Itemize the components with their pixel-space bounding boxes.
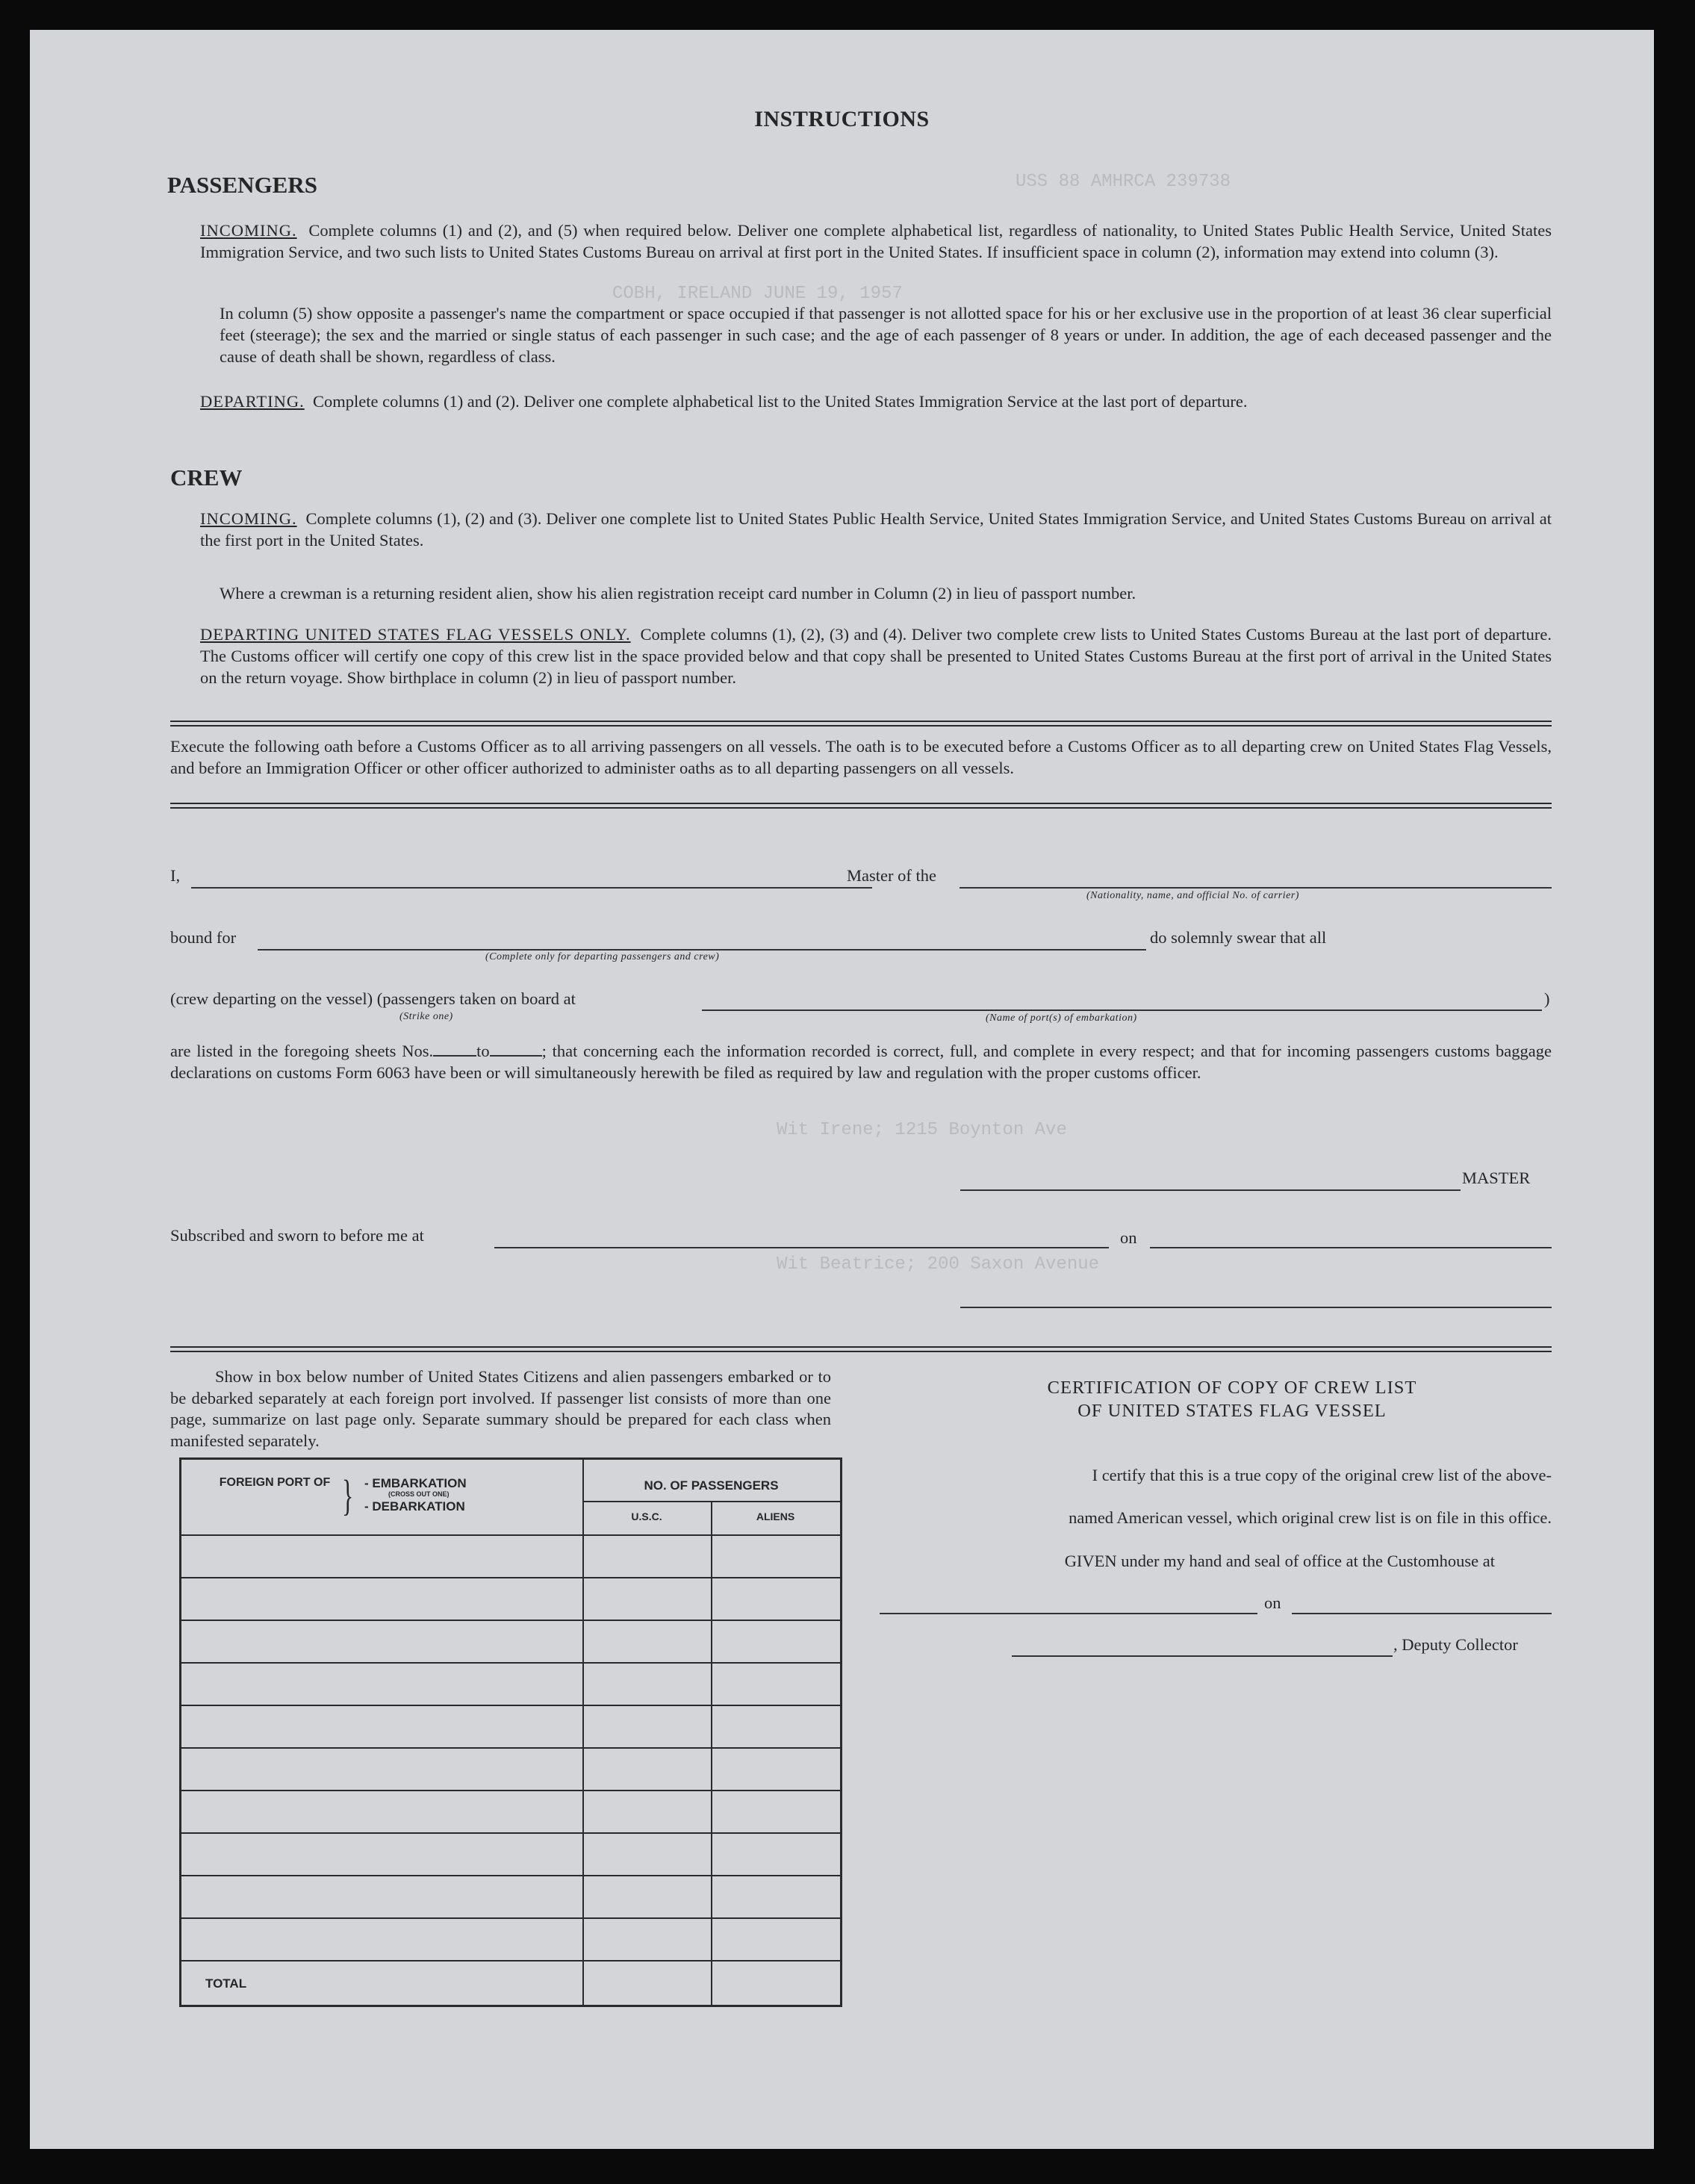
customhouse-field[interactable] (880, 1613, 1257, 1614)
master-signature-field[interactable] (960, 1189, 1461, 1191)
port-caption: (Name of port(s) of embarkation) (986, 1012, 1137, 1024)
divider (170, 725, 1552, 727)
document-page (30, 30, 1654, 2149)
crew-incoming-text: Complete columns (1), (2) and (3). Deliver one complete list to United States Public Health Service, United States Immigration Service, and United States Customs Bureau on arrival at the first port in the United States. (200, 509, 1552, 550)
summary-instruction: Show in box below number of United States Citizens and alien passengers embarked or to be debarked separately at each foreign port involved. If passenger list consists of more than one page, summarize on last page only. Separate summary should be prepared for each class when manifested separately. (170, 1367, 831, 1450)
passengers-departing-lead: DEPARTING. (200, 392, 305, 411)
bleed-through-text: COBH, IRELAND JUNE 19, 1957 (612, 284, 903, 304)
crew-departing-lead: DEPARTING UNITED STATES FLAG VESSELS ONLY. (200, 625, 631, 644)
table-row-line (181, 1832, 840, 1834)
oath-instruction: Execute the following oath before a Customs Officer as to all arriving passengers on all vessels. The oath is to be executed before a Customs Officer as to all departing crew on United States Flag Vessels, and before an Immigration Officer or other officer authorized to administer oaths as to all departing passengers on all vessels. (170, 737, 1552, 777)
table-row-line (181, 1620, 840, 1621)
listed-prefix: are listed in the foregoing sheets Nos. (170, 1042, 434, 1060)
no-passengers-header: NO. OF PASSENGERS (644, 1478, 779, 1493)
passengers-column5-paragraph: In column (5) show opposite a passenger's name the compartment or space occupied if that passenger is not allotted space for his or her exclusive use in the proportion of at least 36 clear superficial feet (steerage); the sex and the married or single status of each passenger in such case; and the age of each passenger of 8 years or under. In addition, the age of each deceased passenger and the cause of death shall be shown, regardless of class. (220, 304, 1552, 366)
table-row-line (181, 1577, 840, 1578)
subscribed-label: Subscribed and sworn to before me at (170, 1226, 424, 1245)
carrier-caption: (Nationality, name, and official No. of carrier) (1086, 890, 1299, 901)
table-row-line (181, 1875, 840, 1876)
sworn-date-field[interactable] (1150, 1247, 1552, 1248)
oath-name-field[interactable] (191, 887, 872, 889)
table-row-line (181, 1790, 840, 1791)
usc-header: U.S.C. (631, 1511, 662, 1522)
bleed-through-text: Wit Irene; 1215 Boynton Ave (777, 1120, 1067, 1140)
listed-rest: ; that concerning each the information recorded is correct, full, and complete in every respect; and that for incoming passengers customs baggage declarations on customs Form 6063 have been or will simultaneously herewith be filed as required by law and regulation with the proper customs officer. (170, 1042, 1552, 1082)
sheet-to-field[interactable] (490, 1055, 542, 1057)
strike-one-caption: (Strike one) (399, 1011, 453, 1022)
oath-i-label: I, (170, 866, 181, 885)
table-column-divider (582, 1460, 584, 2005)
officer-signature-field[interactable] (960, 1307, 1552, 1308)
brace-icon: } (342, 1471, 354, 1519)
bleed-through-text: Wit Beatrice; 200 Saxon Avenue (777, 1254, 1100, 1275)
embarkation-header: - EMBARKATION (364, 1476, 467, 1490)
master-label: MASTER (1462, 1169, 1531, 1187)
sworn-place-field[interactable] (494, 1247, 1109, 1248)
deputy-collector-label: , Deputy Collector (1393, 1635, 1518, 1654)
certification-heading (911, 1376, 1553, 1422)
passengers-incoming-lead: INCOMING. (200, 221, 297, 240)
total-label: TOTAL (205, 1976, 247, 1991)
given-line: GIVEN under my hand and seal of office at the Customhouse at (1064, 1552, 1495, 1570)
foreign-port-header: FOREIGN PORT OF (219, 1476, 331, 1489)
certification-heading-line-2: OF UNITED STATES FLAG VESSEL (1077, 1401, 1387, 1421)
passenger-summary-table (179, 1457, 842, 2007)
passengers-departing-paragraph (200, 391, 1552, 412)
certify-line-1: I certify that this is a true copy of the original crew list of the above- (1092, 1466, 1552, 1484)
passengers-incoming-text: Complete columns (1) and (2), and (5) when required below. Deliver one complete alphabetical list, regardless of nationality, to United States Public Health Service, United States Immigration Service, and two such lists to United States Customs Bureau on arrival at first port in the United States. If insufficient space in column (2), information may extend into column (3). (200, 221, 1552, 261)
listed-to: to (476, 1042, 490, 1060)
table-row-line (181, 1960, 840, 1961)
sworn-on-label: on (1120, 1228, 1137, 1247)
divider (170, 721, 1552, 722)
divider (170, 1346, 1552, 1348)
crew-incoming-paragraph (200, 508, 1552, 551)
table-row-line (181, 1747, 840, 1749)
passengers-heading: PASSENGERS (167, 172, 317, 198)
certification-on-label: on (1264, 1593, 1281, 1612)
divider (170, 803, 1552, 804)
cross-out-caption: (CROSS OUT ONE) (388, 1490, 450, 1498)
table-row-line (181, 1534, 840, 1536)
divider (170, 807, 1552, 809)
swear-label: do solemnly swear that all (1150, 928, 1327, 947)
deputy-signature-field[interactable] (1012, 1655, 1393, 1657)
carrier-field[interactable] (960, 887, 1552, 889)
bound-for-field[interactable] (258, 949, 1146, 951)
sheet-from-field[interactable] (433, 1055, 476, 1057)
certify-line-2: named American vessel, which original crew list is on file in this office. (1069, 1508, 1552, 1527)
passengers-departing-text: Complete columns (1) and (2). Deliver one complete alphabetical list to the United States Immigration Service at the last port of departure. (312, 392, 1248, 411)
table-row-line (181, 1662, 840, 1664)
passengers-incoming-paragraph (200, 220, 1552, 263)
crew-resident-paragraph: Where a crewman is a returning resident alien, show his alien registration receipt card number in Column (2) in lieu of passport number. (220, 584, 1136, 603)
bleed-through-text: USS 88 AMHRCA 239738 (1016, 172, 1231, 192)
port-of-embarkation-field[interactable] (702, 1009, 1542, 1011)
crew-heading: CREW (170, 464, 243, 491)
listed-paragraph (170, 1040, 1552, 1083)
crew-departing-label: (crew departing on the vessel) (passengers taken on board at (170, 989, 576, 1008)
debarkation-header: - DEBARKATION (364, 1499, 465, 1513)
certification-date-field[interactable] (1292, 1613, 1552, 1614)
page-title: INSTRUCTIONS (754, 107, 930, 131)
table-row-line (181, 1705, 840, 1706)
certification-heading-line-1: CERTIFICATION OF COPY OF CREW LIST (1047, 1378, 1417, 1398)
table-header-divider (582, 1501, 840, 1502)
close-paren: ) (1544, 989, 1550, 1008)
bound-for-caption: (Complete only for departing passengers and crew) (485, 951, 720, 962)
oath-master-of-label: Master of the (847, 866, 936, 885)
crew-departing-text: Complete columns (1), (2), (3) and (4). Deliver two complete crew lists to United States Customs Bureau at the last port of departure. The Customs officer will certify one copy of this crew list in the space provided below and that copy shall be presented to United States Customs Bureau at the first port of arrival in the United States on the return voyage. Show birthplace in column (2) in lieu of passport number. (200, 625, 1552, 687)
divider (170, 1351, 1552, 1352)
crew-departing-paragraph (200, 623, 1552, 688)
aliens-header: ALIENS (756, 1511, 795, 1522)
bound-for-label: bound for (170, 928, 237, 947)
crew-incoming-lead: INCOMING. (200, 509, 297, 528)
table-row-line (181, 1917, 840, 1919)
